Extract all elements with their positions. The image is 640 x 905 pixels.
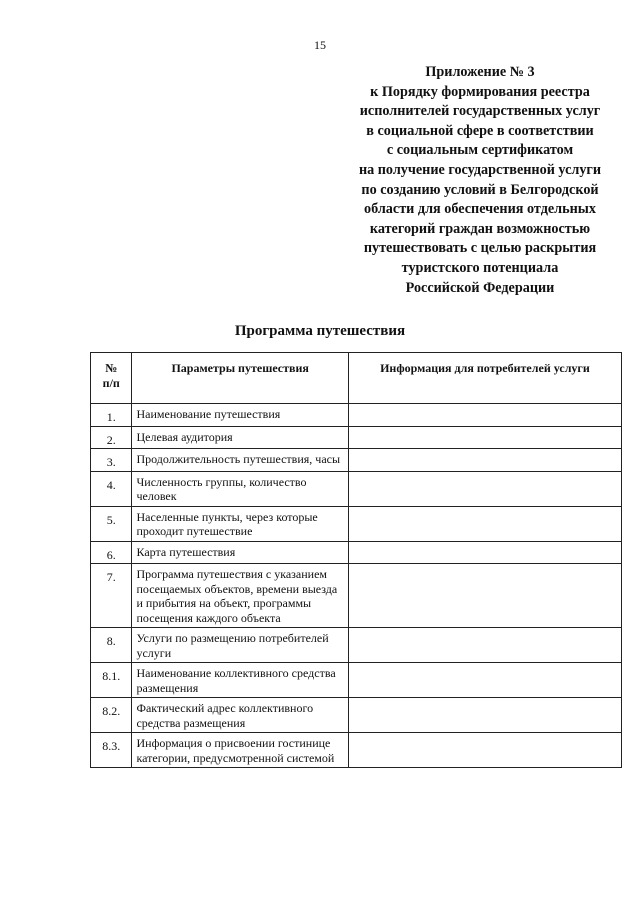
- table-row: [91, 471, 622, 506]
- row-number: 8.3.: [91, 733, 132, 768]
- row-number: 1.: [91, 404, 132, 427]
- row-info-cell[interactable]: [348, 541, 621, 564]
- row-parameter: Наименование коллективного средства размещения: [132, 663, 348, 698]
- appendix-line: категорий граждан возможностью: [369, 220, 591, 237]
- appendix-line: Приложение № 3: [425, 64, 535, 80]
- row-parameter: Информация о присвоении гостинице категории, предусмотренной системой: [132, 733, 348, 768]
- appendix-line: путешествовать с целью раскрытия: [363, 240, 597, 257]
- row-parameter: Фактический адрес коллективного средства размещения: [132, 698, 348, 733]
- row-number: 5.: [91, 506, 132, 541]
- row-info-cell[interactable]: [348, 733, 621, 768]
- appendix-line: исполнителей государственных услуг: [359, 103, 601, 120]
- page-number: 15: [314, 38, 326, 52]
- row-info-cell[interactable]: [348, 564, 621, 628]
- appendix-line: с социальным сертификатом: [386, 142, 574, 159]
- program-table: [90, 352, 622, 768]
- row-number: 4.: [91, 471, 132, 506]
- row-info-cell[interactable]: [348, 506, 621, 541]
- table-row: [91, 506, 622, 541]
- table-row: [91, 628, 622, 663]
- row-number: 8.1.: [91, 663, 132, 698]
- row-number: 8.: [91, 628, 132, 663]
- row-info-cell[interactable]: [348, 698, 621, 733]
- appendix-line: по созданию условий в Белгородской: [361, 181, 599, 198]
- row-parameter: Численность группы, количество человек: [132, 471, 348, 506]
- row-number: 8.2.: [91, 698, 132, 733]
- table-header-row: [91, 353, 622, 404]
- appendix-line: к Порядку формирования реестра: [370, 83, 590, 100]
- row-parameter: Программа путешествия с указанием посещаемых объектов, времени выезда и прибытия на объект, программы посещения каждого объекта: [132, 564, 348, 628]
- row-number: 6.: [91, 541, 132, 564]
- appendix-line: области для обеспечения отдельных: [364, 201, 596, 218]
- row-info-cell[interactable]: [348, 426, 621, 449]
- row-info-cell[interactable]: [348, 663, 621, 698]
- header-number: [91, 353, 132, 404]
- header-info: Информация для потребителей услуги: [348, 353, 621, 404]
- row-info-cell[interactable]: [348, 471, 621, 506]
- appendix-line: туристского потенциала: [401, 259, 559, 276]
- table-row: [91, 404, 622, 427]
- row-parameter: Населенные пункты, через которые проходит путешествие: [132, 506, 348, 541]
- row-info-cell[interactable]: [348, 628, 621, 663]
- row-number: 3.: [91, 449, 132, 472]
- table-row: [91, 426, 622, 449]
- header-number-line1: №: [105, 361, 118, 375]
- row-number: 7.: [91, 564, 132, 628]
- row-number: 2.: [91, 426, 132, 449]
- row-info-cell[interactable]: [348, 404, 621, 427]
- appendix-line: на получение государственной услуги: [358, 161, 602, 178]
- row-info-cell[interactable]: [348, 449, 621, 472]
- table-row: [91, 663, 622, 698]
- table-row: [91, 698, 622, 733]
- appendix-line: в социальной сфере в соответствии: [366, 122, 594, 139]
- table-row: [91, 541, 622, 564]
- row-parameter: Продолжительность путешествия, часы: [132, 449, 348, 472]
- row-parameter: Наименование путешествия: [132, 404, 348, 427]
- row-parameter: Карта путешествия: [132, 541, 348, 564]
- appendix-line: Российской Федерации: [405, 279, 555, 296]
- document-title: Программа путешествия: [234, 323, 406, 339]
- table-row: [91, 449, 622, 472]
- appendix-heading: [310, 63, 640, 298]
- row-parameter: Целевая аудитория: [132, 426, 348, 449]
- row-parameter: Услуги по размещению потребителей услуги: [132, 628, 348, 663]
- header-number-line2: п/п: [102, 376, 120, 390]
- table-row: [91, 733, 622, 768]
- table-row: [91, 564, 622, 628]
- header-params: Параметры путешествия: [132, 353, 348, 404]
